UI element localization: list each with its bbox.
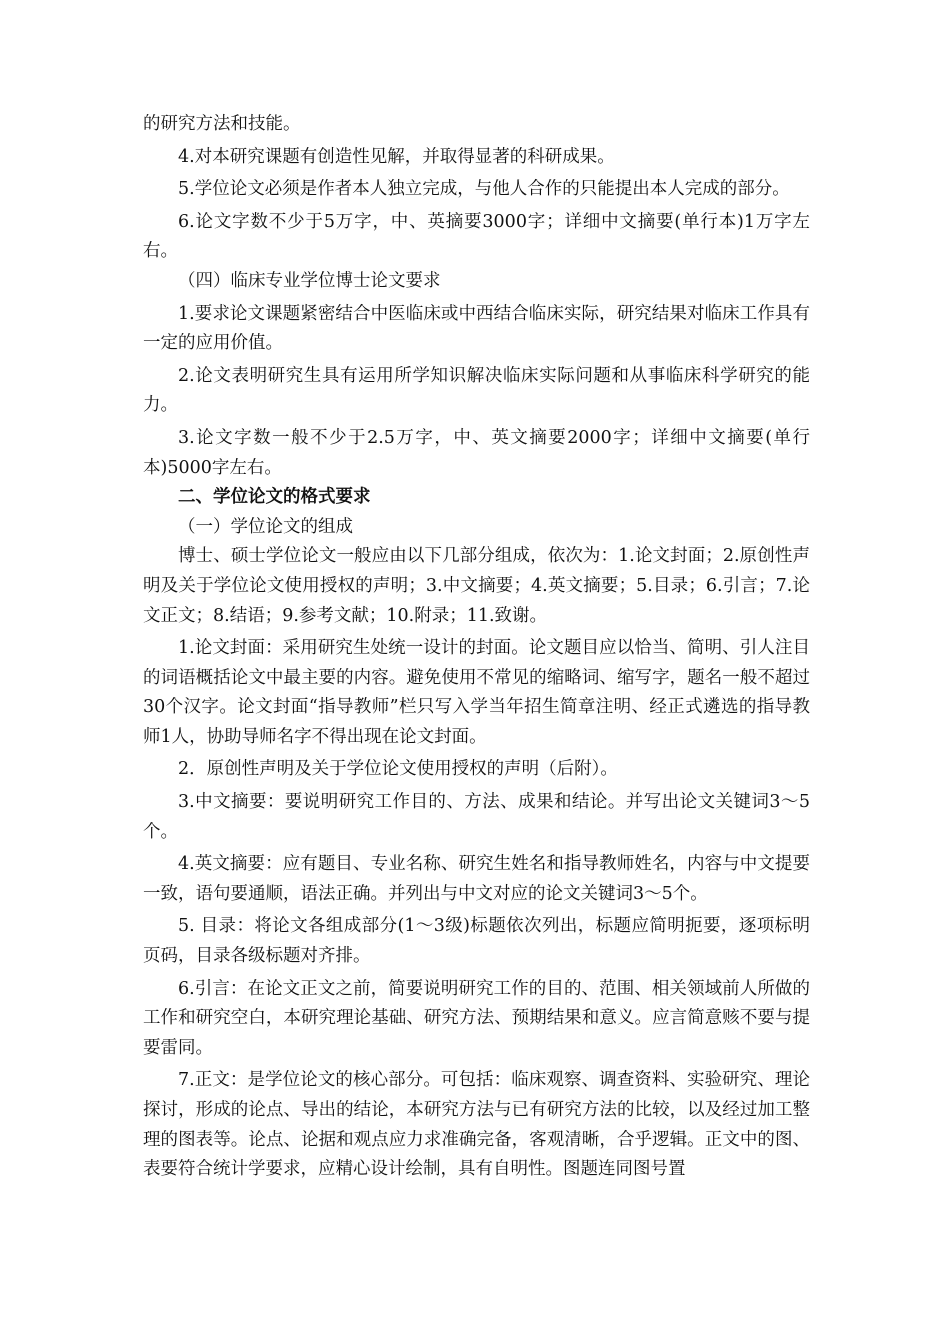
- paragraph-originality-statement: 2．原创性声明及关于学位论文使用授权的声明（后附）。: [178, 759, 618, 780]
- paragraph-item-6: 6.论文字数不少于5万字，中、英摘要3000字；详细中文摘要(单行本)1万字左右。: [143, 211, 810, 262]
- paragraph-continuation: 的研究方法和技能。: [143, 114, 301, 134]
- paragraph-clinical-1: 1.要求论文课题紧密结合中医临床或中西结合临床实际，研究结果对临床工作具有一定的应用价值。: [143, 303, 810, 354]
- section-heading-clinical-doctoral: （四）临床专业学位博士论文要求: [178, 270, 441, 291]
- paragraph-table-of-contents: 5. 目录：将论文各组成部分(1～3级)标题依次列出，标题应简明扼要，逐项标明页码，目录各级标题对齐排。: [143, 916, 810, 967]
- subsection-heading-composition: （一）学位论文的组成: [178, 516, 353, 537]
- document-body: [143, 110, 810, 1185]
- paragraph-main-text: 7.正文：是学位论文的核心部分。可包括：临床观察、调查资料、实验研究、理论探讨，形成的论点、导出的结论，本研究方法与已有研究方法的比较，以及经过加工整理的图表等。论点、论据和观点应力求准确完备，客观清晰，合乎逻辑。正文中的图、表要符合统计学要求，应精心设计绘制，具有自明性。图题连同图号置: [143, 1070, 810, 1180]
- paragraph-cover: 1.论文封面：采用研究生处统一设计的封面。论文题目应以恰当、简明、引人注目的词语概括论文中最主要的内容。避免使用不常见的缩略词、缩写字，题名一般不超过30个汉字。论文封面“指导教师”栏只写入学当年招生简章注明、经正式遴选的指导教师1人，协助导师名字不得出现在论文封面。: [143, 638, 810, 747]
- paragraph-composition-list: 博士、硕士学位论文一般应由以下几部分组成，依次为：1.论文封面；2.原创性声明及关于学位论文使用授权的声明；3.中文摘要；4.英文摘要；5.目录；6.引言；7.论文正文；8.结语；9.参考文献；10.附录；11.致谢。: [143, 546, 810, 626]
- paragraph-item-5: 5.学位论文必须是作者本人独立完成，与他人合作的只能提出本人完成的部分。: [178, 179, 790, 200]
- paragraph-clinical-3: 3.论文字数一般不少于2.5万字，中、英文摘要2000字；详细中文摘要(单行本)5000字左右。: [143, 427, 810, 478]
- paragraph-english-abstract: 4.英文摘要：应有题目、专业名称、研究生姓名和指导教师姓名，内容与中文提要一致，语句要通顺，语法正确。并列出与中文对应的论文关键词3～5个。: [143, 854, 810, 904]
- paragraph-introduction: 6.引言：在论文正文之前，简要说明研究工作的目的、范围、相关领域前人所做的工作和研究空白，本研究理论基础、研究方法、预期结果和意义。应言简意赅不要与提要雷同。: [143, 978, 810, 1058]
- section-heading-format-requirements: 二、学位论文的格式要求: [178, 487, 371, 508]
- paragraph-clinical-2: 2.论文表明研究生具有运用所学知识解决临床实际问题和从事临床科学研究的能力。: [143, 365, 810, 416]
- paragraph-item-4: 4.对本研究课题有创造性见解，并取得显著的科研成果。: [178, 146, 615, 167]
- paragraph-chinese-abstract: 3.中文摘要：要说明研究工作目的、方法、成果和结论。并写出论文关键词3～5个。: [143, 792, 810, 842]
